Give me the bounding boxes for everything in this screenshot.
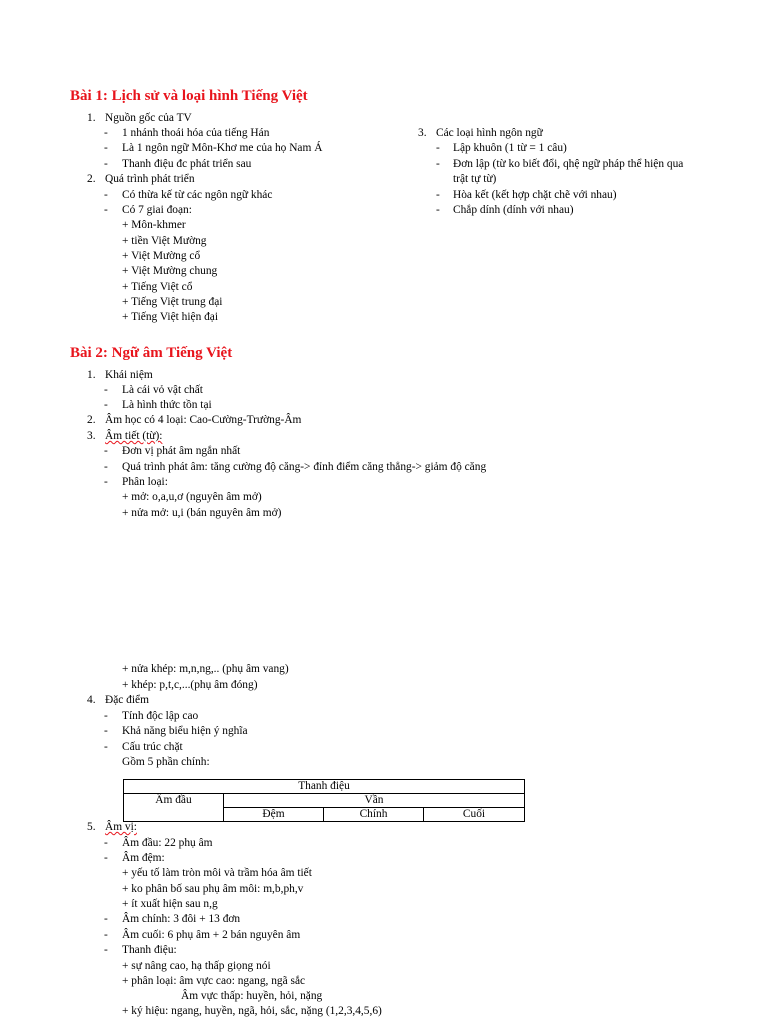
list-item-continuation: trật tự từ)	[453, 173, 497, 185]
list-item: 1 nhánh thoái hóa của tiếng Hán	[122, 127, 270, 139]
bullet-dash: -	[436, 142, 440, 154]
table-cell-medial: Đệm	[224, 808, 324, 822]
stage-item: + Tiếng Việt hiện đại	[122, 311, 219, 323]
list-item: Có thừa kế từ các ngôn ngữ khác	[122, 189, 273, 201]
bullet-dash: -	[104, 944, 108, 956]
bullet-dash: -	[104, 399, 108, 411]
item1-label: Nguồn gốc của TV	[105, 112, 192, 124]
bullet-dash: -	[104, 189, 108, 201]
item2-label: Quá trình phát triển	[105, 173, 195, 185]
list-item: Phân loại:	[122, 476, 168, 488]
table-cell-main: Chính	[324, 808, 424, 822]
bullet-dash: -	[104, 127, 108, 139]
list-item: Âm cuối: 6 phụ âm + 2 bán nguyên âm	[122, 929, 301, 941]
bullet-dash: -	[104, 913, 108, 925]
list-item: Hòa kết (kết hợp chặt chẽ với nhau)	[453, 189, 617, 201]
bullet-dash: -	[104, 461, 108, 473]
list-item: Thanh điệu đc phát triển sau	[122, 158, 252, 170]
stage-item: + Tiếng Việt cổ	[122, 281, 193, 293]
item2-number: 2.	[87, 173, 96, 185]
stage-item: + tiền Việt Mường	[122, 235, 207, 247]
item1-number: 1.	[87, 112, 96, 124]
item5-label: Âm vị:	[105, 821, 137, 833]
item4-number: 4.	[87, 694, 96, 706]
item1-number: 1.	[87, 369, 96, 381]
bullet-dash: -	[436, 204, 440, 216]
sub-item: + nửa khép: m,n,ng,.. (phụ âm vang)	[122, 663, 289, 675]
sub-item: + ko phân bố sau phụ âm môi: m,b,ph,v	[122, 883, 304, 895]
list-item: Là 1 ngôn ngữ Môn-Khơ me của họ Nam Á	[122, 142, 323, 154]
list-item: Âm đầu: 22 phụ âm	[122, 837, 213, 849]
list-item: Âm chính: 3 đôi + 13 đơn	[122, 913, 241, 925]
table-row	[124, 794, 525, 808]
item1-label: Khái niệm	[105, 369, 153, 381]
bullet-dash: -	[104, 725, 108, 737]
bullet-dash: -	[104, 710, 108, 722]
list-item: Tính độc lập cao	[122, 710, 199, 722]
bullet-dash: -	[104, 837, 108, 849]
lesson2-title: Bài 2: Ngữ âm Tiếng Việt	[70, 345, 233, 361]
sub-item: + sự nâng cao, hạ thấp giọng nói	[122, 960, 271, 972]
sub-item: + yếu tố làm tròn môi và trầm hóa âm tiết	[122, 867, 312, 879]
bullet-dash: -	[104, 384, 108, 396]
table-cell-initial: Âm đầu	[124, 794, 224, 822]
bullet-dash: -	[104, 929, 108, 941]
stage-item: + Việt Mường chung	[122, 265, 218, 277]
sub-item: + phân loại: âm vực cao: ngang, ngã sắc	[122, 975, 306, 987]
bullet-dash: -	[436, 189, 440, 201]
bullet-dash: -	[104, 741, 108, 753]
list-item: Có 7 giai đoạn:	[122, 204, 192, 216]
item4-label: Đặc điểm	[105, 694, 149, 706]
list-item: Khả năng biểu hiện ý nghĩa	[122, 725, 248, 737]
list-item: Lập khuôn (1 từ = 1 câu)	[453, 142, 567, 154]
syllable-structure-table	[123, 779, 525, 822]
bullet-dash: -	[104, 204, 108, 216]
stage-item: + Việt Mường cổ	[122, 250, 201, 262]
list-item: Quá trình phát âm: tăng cường độ căng-> đỉnh điểm căng thẳng-> giảm độ căng	[122, 461, 487, 473]
note-text: Gồm 5 phần chính:	[122, 756, 210, 768]
sub-item: + khép: p,t,c,...(phụ âm đóng)	[122, 679, 258, 691]
bullet-dash: -	[436, 158, 440, 170]
item3-number: 3.	[418, 127, 427, 139]
list-item: Đơn vị phát âm ngắn nhất	[122, 445, 241, 457]
item2-label: Âm học có 4 loại: Cao-Cường-Trường-Âm	[105, 414, 302, 426]
list-item: Là cái vỏ vật chất	[122, 384, 203, 396]
sub-item: Âm vực thấp: huyền, hỏi, nặng	[181, 990, 323, 1002]
sub-item: + ký hiệu: ngang, huyền, ngã, hỏi, sắc, nặng (1,2,3,4,5,6)	[122, 1005, 382, 1017]
bullet-dash: -	[104, 476, 108, 488]
list-item: Thanh điệu:	[122, 944, 177, 956]
stage-item: + Môn-khmer	[122, 219, 186, 231]
lesson1-title: Bài 1: Lịch sử và loại hình Tiếng Việt	[70, 88, 308, 104]
bullet-dash: -	[104, 445, 108, 457]
list-item: Là hình thức tồn tại	[122, 399, 212, 411]
item2-number: 2.	[87, 414, 96, 426]
table-cell-final: Cuối	[424, 808, 525, 822]
sub-item: + ít xuất hiện sau n,g	[122, 898, 218, 910]
item5-number: 5.	[87, 821, 96, 833]
table-cell-rhyme: Vần	[224, 794, 525, 808]
stage-item: + Tiếng Việt trung đại	[122, 296, 223, 308]
list-item: Âm đệm:	[122, 852, 165, 864]
list-item: Cấu trúc chặt	[122, 741, 183, 753]
table-row	[124, 780, 525, 794]
bullet-dash: -	[104, 852, 108, 864]
item3-label: Âm tiết (từ):	[105, 430, 163, 442]
sub-item: + nửa mở: u,i (bán nguyên âm mở)	[122, 507, 282, 519]
bullet-dash: -	[104, 142, 108, 154]
item3-number: 3.	[87, 430, 96, 442]
table-cell-tone: Thanh điệu	[124, 780, 525, 794]
list-item: Đơn lập (từ ko biết đổi, qhệ ngữ pháp thể hiện qua	[453, 158, 684, 170]
list-item: Chắp dính (dính với nhau)	[453, 204, 574, 216]
bullet-dash: -	[104, 158, 108, 170]
item3-label: Các loại hình ngôn ngữ	[436, 127, 543, 139]
sub-item: + mở: o,a,u,ơ (nguyên âm mở)	[122, 491, 262, 503]
